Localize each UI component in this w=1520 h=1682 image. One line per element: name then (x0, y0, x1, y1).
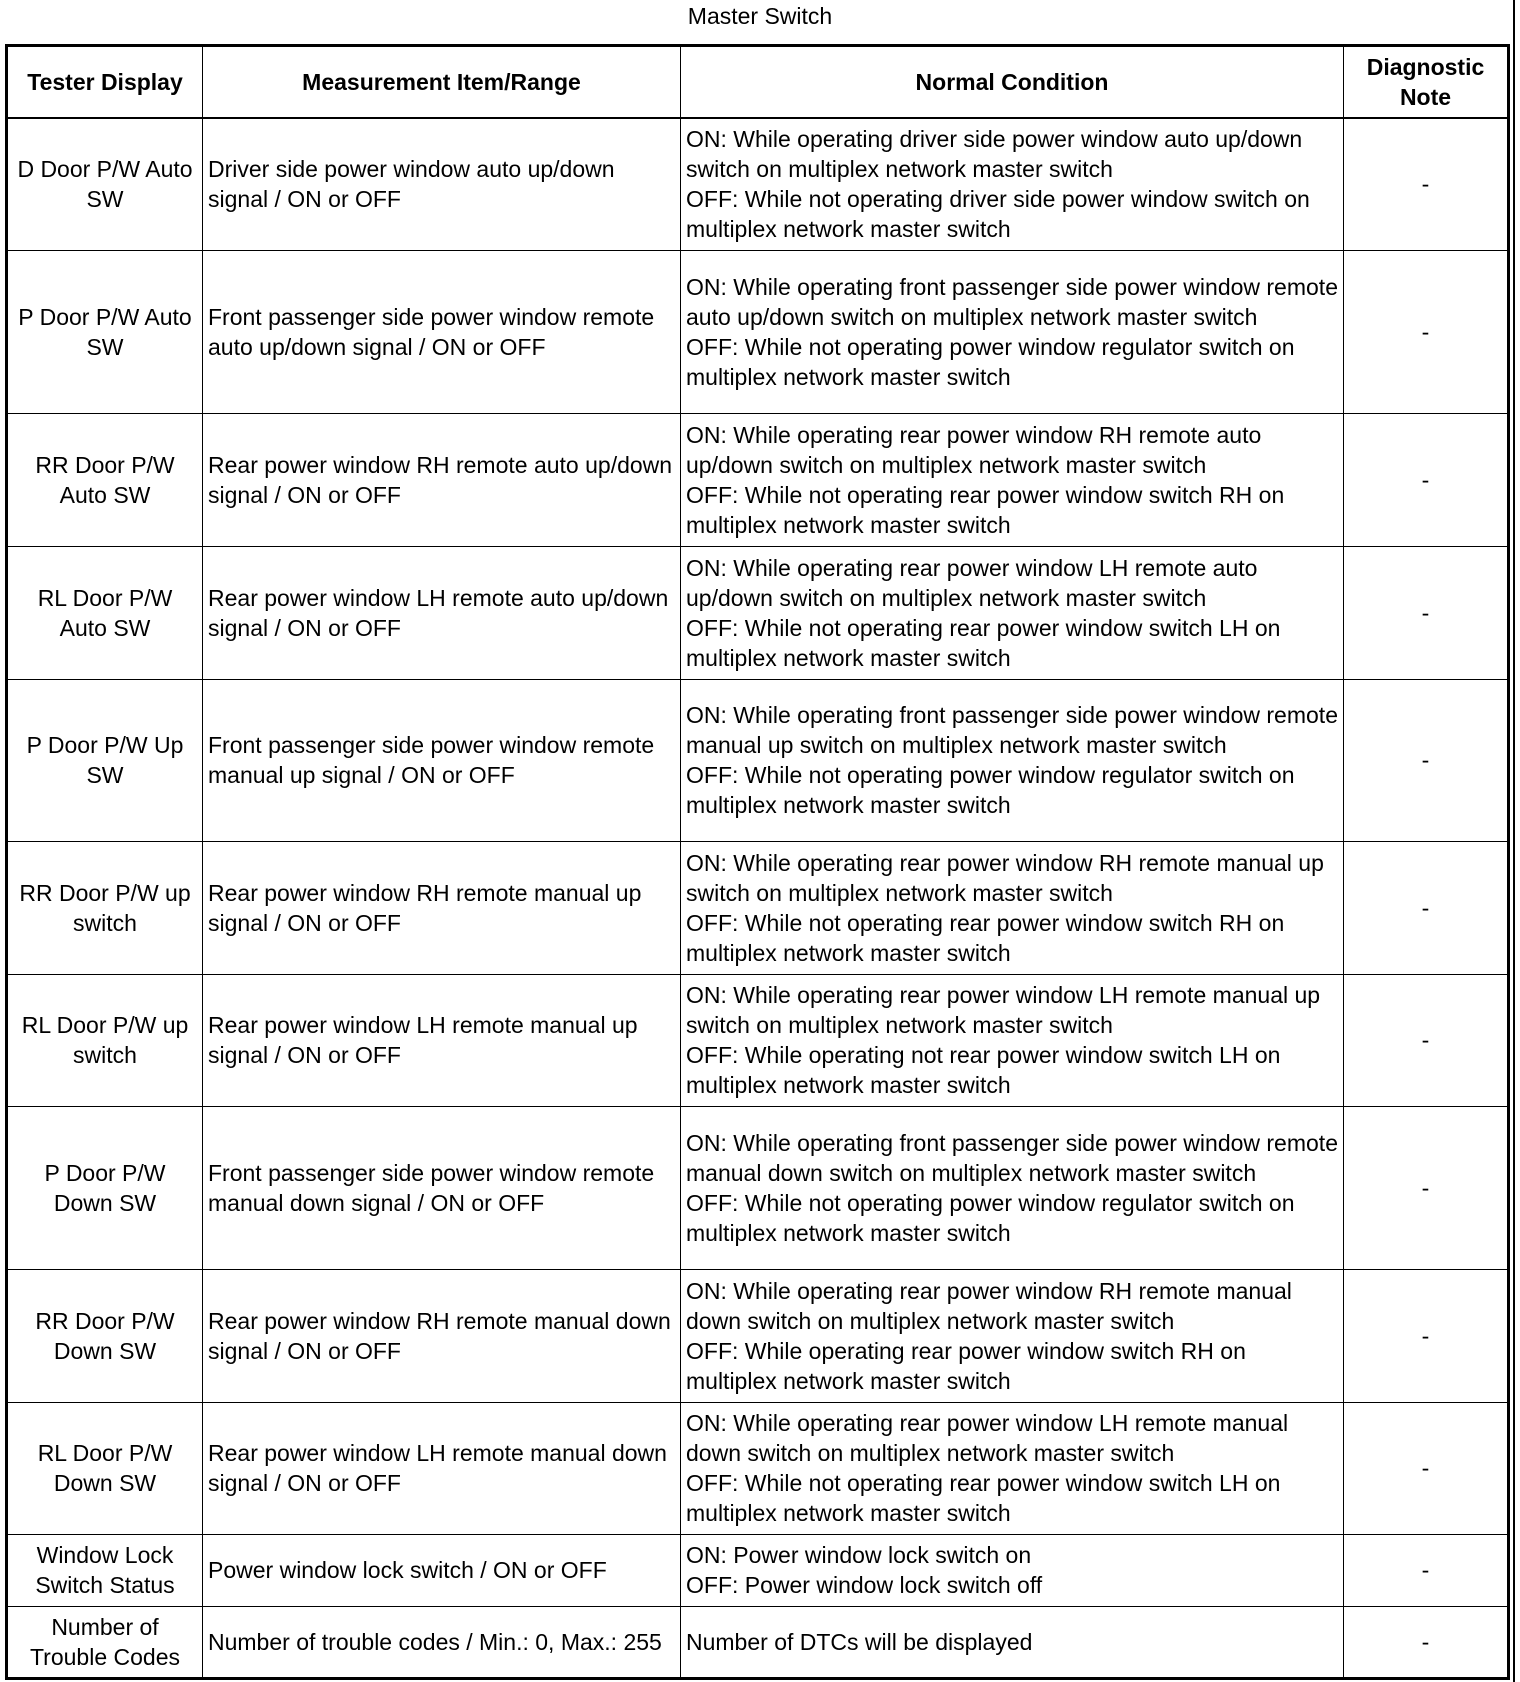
cell-diagnostic-note: - (1344, 118, 1509, 250)
cell-diagnostic-note: - (1344, 546, 1509, 679)
header-normal-condition: Normal Condition (681, 46, 1344, 119)
cell-normal-condition (681, 1269, 1344, 1402)
cell-tester-display: P Door P/W Down SW (7, 1106, 203, 1269)
header-diagnostic-note: Diagnostic Note (1344, 46, 1509, 119)
cell-tester-display: RL Door P/W up switch (7, 974, 203, 1106)
condition-on: ON: While operating front passenger side power window remote auto up/down switch on multiplex network master switch (686, 273, 1338, 330)
table-row (7, 1106, 1509, 1269)
cell-measurement: Power window lock switch / ON or OFF (203, 1534, 681, 1606)
cell-normal-condition (681, 679, 1344, 841)
cell-normal-condition (681, 1534, 1344, 1606)
condition-off: OFF: While operating not rear power window switch LH on multiplex network master switch (686, 1042, 1281, 1098)
condition-on: ON: While operating rear power window LH remote manual up switch on multiplex network master switch (686, 982, 1321, 1038)
cell-measurement: Rear power window LH remote auto up/down signal / ON or OFF (203, 546, 681, 679)
table-row (7, 1269, 1509, 1402)
cell-measurement: Rear power window RH remote auto up/down signal / ON or OFF (203, 413, 681, 546)
header-tester-display: Tester Display (7, 46, 203, 119)
condition-on: ON: While operating front passenger side power window remote manual up switch on multiplex network master switch (686, 702, 1338, 758)
cell-diagnostic-note: - (1344, 1534, 1509, 1606)
cell-normal-condition (681, 1402, 1344, 1534)
cell-diagnostic-note: - (1344, 841, 1509, 974)
cell-measurement: Rear power window RH remote manual down signal / ON or OFF (203, 1269, 681, 1402)
cell-diagnostic-note: - (1344, 1606, 1509, 1678)
condition-off: OFF: Power window lock switch off (686, 1572, 1043, 1598)
cell-tester-display: P Door P/W Auto SW (7, 250, 203, 413)
cell-tester-display: Window Lock Switch Status (7, 1534, 203, 1606)
cell-tester-display: RL Door P/W Down SW (7, 1402, 203, 1534)
table-row (7, 118, 1509, 250)
condition-on: ON: While operating rear power window RH remote manual up switch on multiplex network master switch (686, 849, 1324, 906)
cell-normal-condition (681, 1106, 1344, 1269)
table-row (7, 841, 1509, 974)
condition-off: OFF: While not operating rear power window switch RH on multiplex network master switch (686, 909, 1285, 966)
cell-measurement: Rear power window RH remote manual up signal / ON or OFF (203, 841, 681, 974)
cell-tester-display: D Door P/W Auto SW (7, 118, 203, 250)
condition-on: Number of DTCs will be displayed (686, 1628, 1033, 1655)
condition-on: ON: While operating rear power window RH remote manual down switch on multiplex network master switch (686, 1277, 1292, 1334)
condition-on: ON: While operating rear power window RH remote auto up/down switch on multiplex network master switch (686, 421, 1262, 478)
cell-diagnostic-note: - (1344, 413, 1509, 546)
master-switch-table (5, 44, 1510, 1680)
page-edge-rule (1513, 0, 1515, 1682)
condition-off: OFF: While not operating power window regulator switch on multiplex network master switch (686, 333, 1295, 390)
cell-normal-condition (681, 1606, 1344, 1678)
condition-off: OFF: While not operating rear power window switch RH on multiplex network master switch (686, 481, 1285, 538)
condition-off: OFF: While not operating power window regulator switch on multiplex network master switch (686, 762, 1295, 818)
cell-measurement: Rear power window LH remote manual up signal / ON or OFF (203, 974, 681, 1106)
cell-tester-display: RR Door P/W Down SW (7, 1269, 203, 1402)
cell-diagnostic-note: - (1344, 1269, 1509, 1402)
header-row (7, 46, 1509, 119)
cell-normal-condition (681, 118, 1344, 250)
condition-on: ON: Power window lock switch on (686, 1542, 1032, 1568)
table-row (7, 1606, 1509, 1678)
table-row (7, 1402, 1509, 1534)
condition-off: OFF: While not operating rear power window switch LH on multiplex network master switch (686, 614, 1281, 671)
cell-diagnostic-note: - (1344, 1106, 1509, 1269)
condition-on: ON: While operating front passenger side power window remote manual down switch on multiplex network master switch (686, 1129, 1338, 1186)
cell-tester-display: RL Door P/W Auto SW (7, 546, 203, 679)
table-row (7, 1534, 1509, 1606)
cell-normal-condition (681, 250, 1344, 413)
table-row (7, 679, 1509, 841)
condition-on: ON: While operating driver side power window auto up/down switch on multiplex network master switch (686, 126, 1303, 183)
cell-measurement: Number of trouble codes / Min.: 0, Max.: 255 (203, 1606, 681, 1678)
cell-measurement: Front passenger side power window remote manual up signal / ON or OFF (203, 679, 681, 841)
condition-on: ON: While operating rear power window LH remote manual down switch on multiplex network master switch (686, 1410, 1289, 1466)
condition-on: ON: While operating rear power window LH remote auto up/down switch on multiplex network master switch (686, 554, 1258, 611)
cell-diagnostic-note: - (1344, 974, 1509, 1106)
cell-normal-condition (681, 841, 1344, 974)
table-row (7, 413, 1509, 546)
cell-tester-display: P Door P/W Up SW (7, 679, 203, 841)
cell-measurement: Front passenger side power window remote auto up/down signal / ON or OFF (203, 250, 681, 413)
cell-tester-display: Number of Trouble Codes (7, 1606, 203, 1678)
condition-off: OFF: While not operating rear power window switch LH on multiplex network master switch (686, 1470, 1281, 1526)
condition-off: OFF: While not operating power window regulator switch on multiplex network master switch (686, 1189, 1295, 1246)
cell-measurement: Rear power window LH remote manual down signal / ON or OFF (203, 1402, 681, 1534)
header-measurement: Measurement Item/Range (203, 46, 681, 119)
cell-tester-display: RR Door P/W up switch (7, 841, 203, 974)
condition-off: OFF: While not operating driver side power window switch on multiplex network master switch (686, 186, 1310, 243)
cell-diagnostic-note: - (1344, 1402, 1509, 1534)
table-row (7, 250, 1509, 413)
condition-off: OFF: While operating rear power window switch RH on multiplex network master switch (686, 1337, 1246, 1394)
cell-normal-condition (681, 546, 1344, 679)
cell-diagnostic-note: - (1344, 679, 1509, 841)
table-row (7, 974, 1509, 1106)
cell-diagnostic-note: - (1344, 250, 1509, 413)
cell-normal-condition (681, 974, 1344, 1106)
cell-normal-condition (681, 413, 1344, 546)
table-caption: Master Switch (687, 3, 833, 29)
cell-tester-display: RR Door P/W Auto SW (7, 413, 203, 546)
cell-measurement: Front passenger side power window remote manual down signal / ON or OFF (203, 1106, 681, 1269)
table-row (7, 546, 1509, 679)
cell-measurement: Driver side power window auto up/down signal / ON or OFF (203, 118, 681, 250)
